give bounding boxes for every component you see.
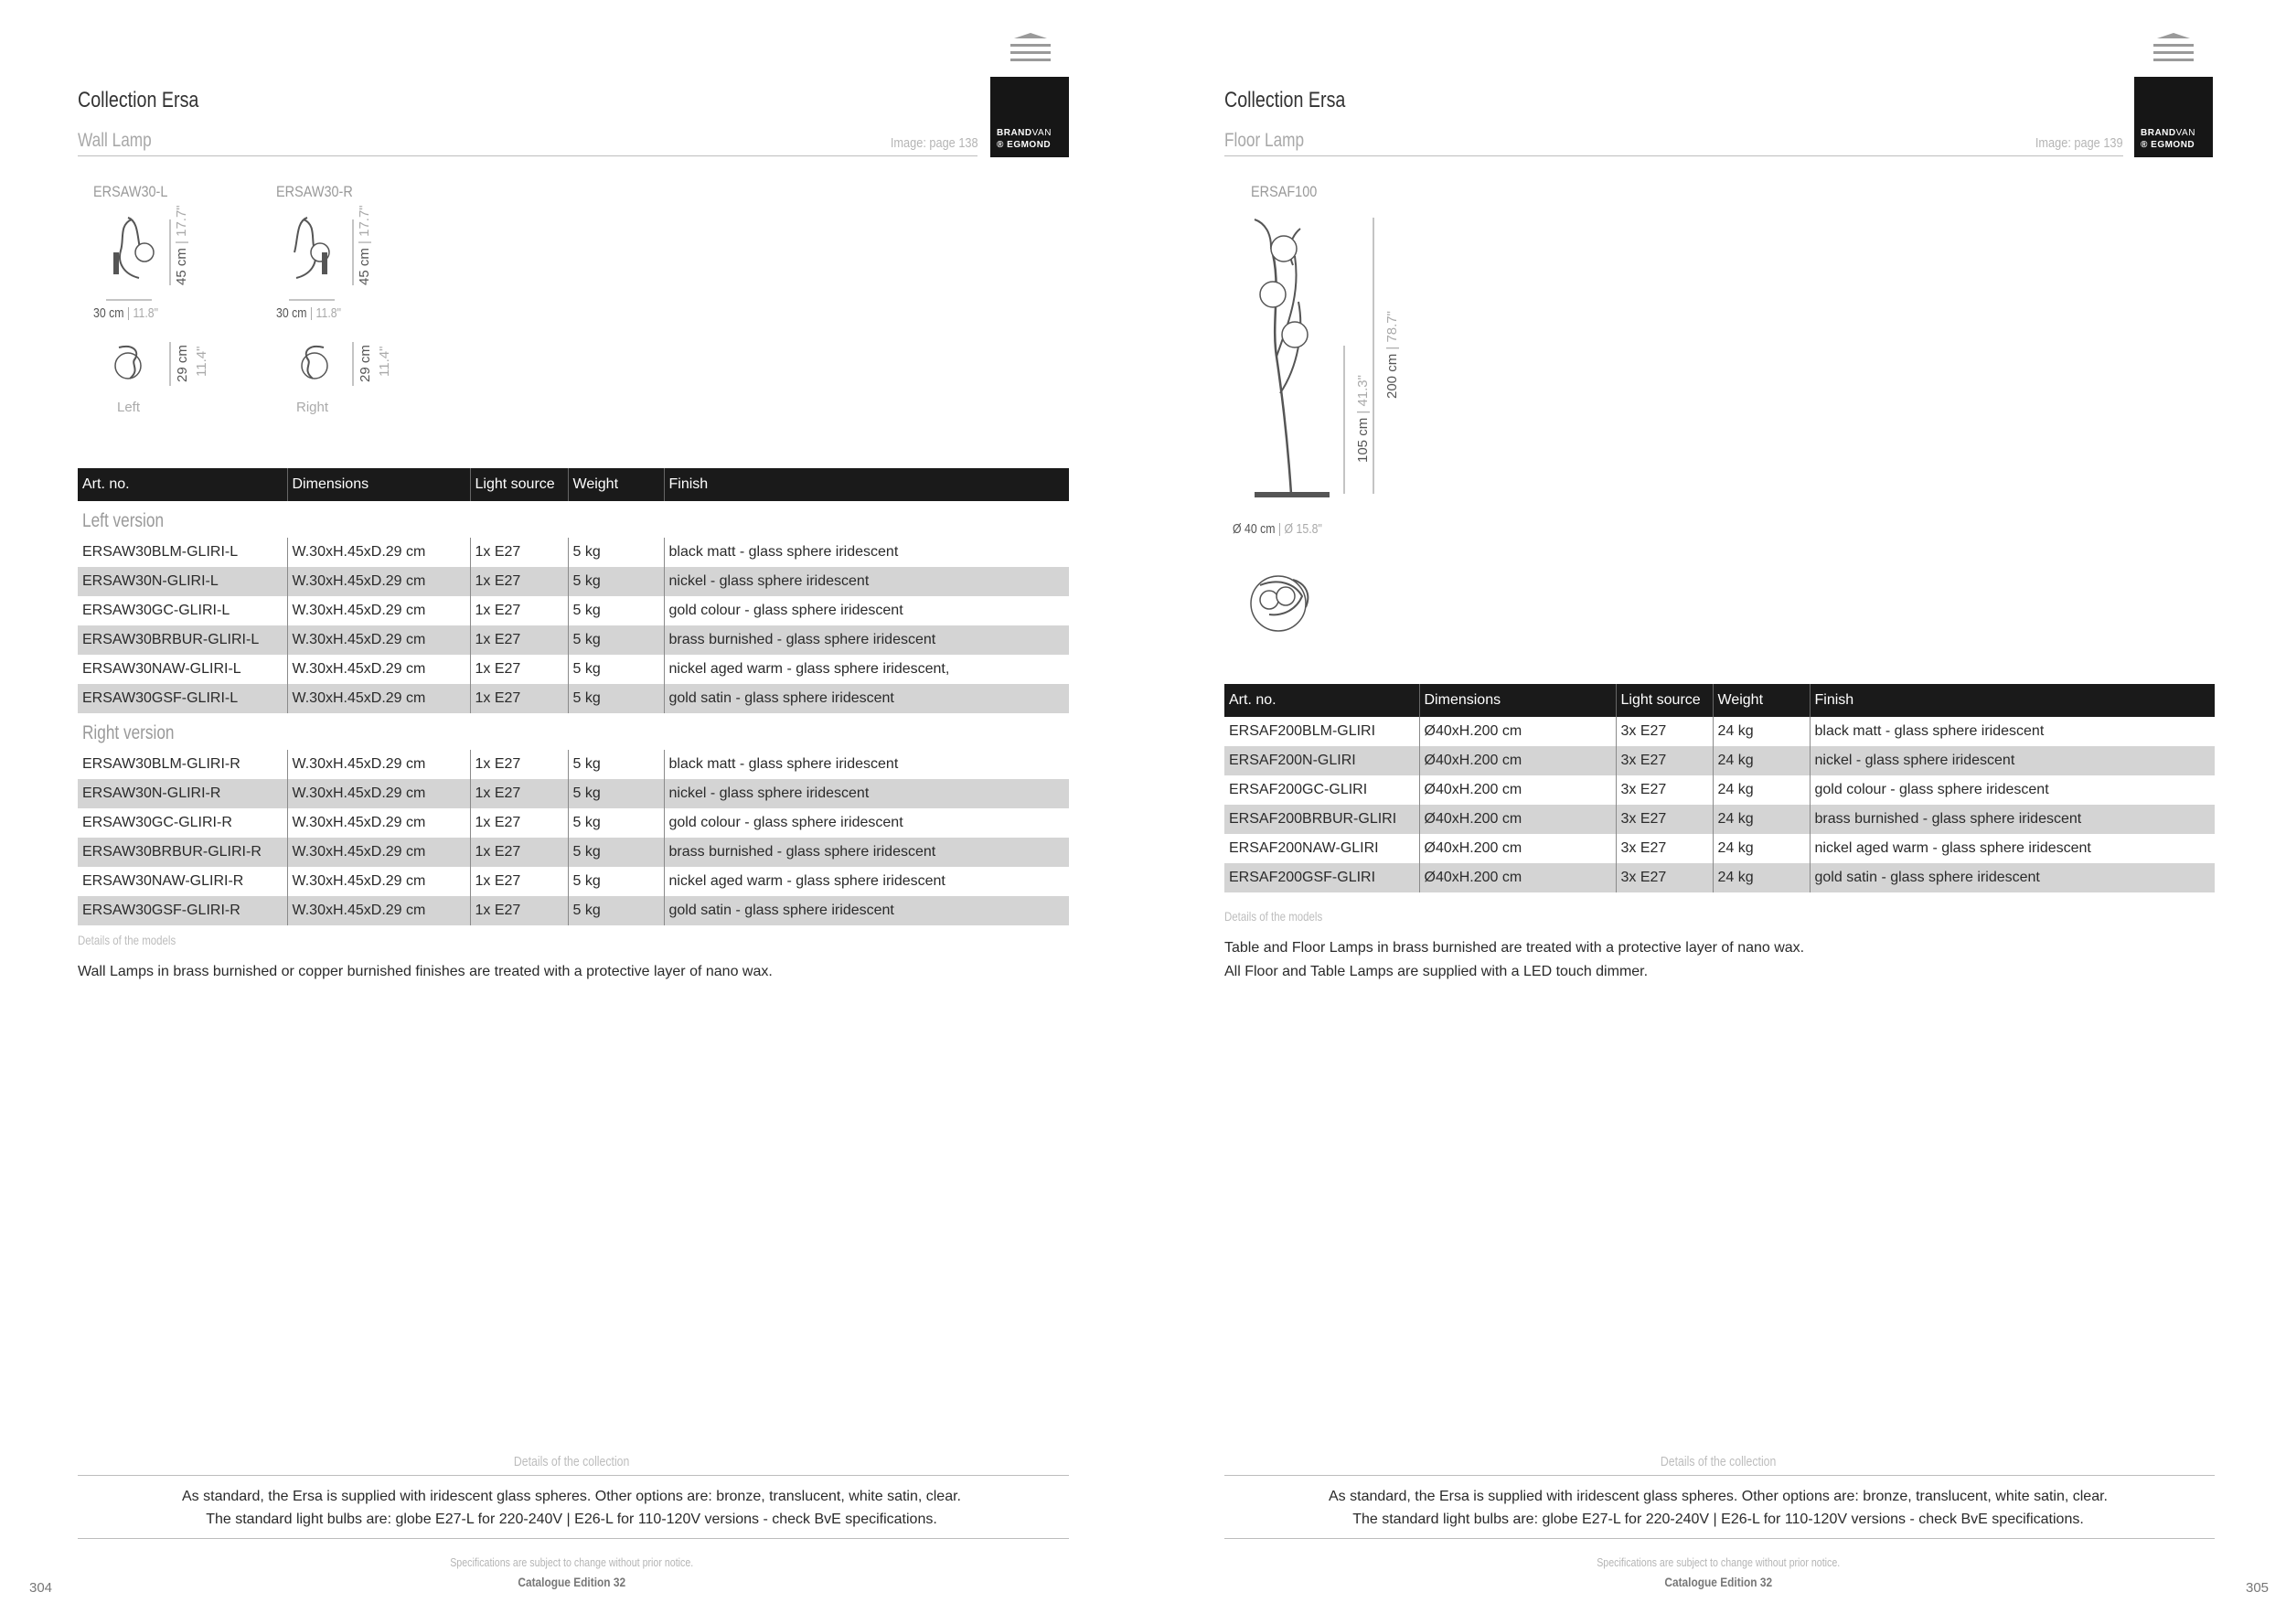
table-row: ERSAF200GC-GLIRI Ø40xH.200 cm 3x E27 24 kg gold colour - glass sphere iridescent [1224,775,2215,805]
product-type-title: Wall Lamp [78,130,152,151]
mid-height-dimension: 105 cm | 41.3" [1355,375,1371,463]
group-row [78,501,1069,538]
collection-bottom-rule [1224,1538,2215,1539]
product-type-title: Floor Lamp [1224,130,1305,151]
page-number: 304 [29,1580,53,1596]
details-models-label: Details of the models [1224,909,1323,924]
diameter-dimension: Ø 40 cm | Ø 15.8" [1233,521,1322,537]
model-code: ERSAF100 [1251,183,1318,200]
menu-icon[interactable] [2153,38,2194,62]
collection-bottom-rule [78,1538,1069,1539]
width-dimension-left: 30 cm | 11.8" [93,305,158,321]
wall-lamp-right-top-drawing [285,338,368,393]
header-finish: Finish [1810,684,2215,717]
table-row: ERSAW30BLM-GLIRI-R W.30xH.45xD.29 cm 1x E27 5 kg black matt - glass sphere iridescent [78,750,1069,779]
depth-dimension-left: 29 cm [175,345,190,382]
brand-logo: BRANDVAN ® EGMOND [990,77,1069,157]
depth-dimension-right: 29 cm [358,345,373,382]
header-weight: Weight [568,468,664,501]
header-light-source: Light source [1616,684,1713,717]
table-header-row [78,468,1069,501]
table-row: ERSAF200GSF-GLIRI Ø40xH.200 cm 3x E27 24 kg gold satin - glass sphere iridescent [1224,863,2215,892]
table-row: ERSAF200N-GLIRI Ø40xH.200 cm 3x E27 24 kg nickel - glass sphere iridescent [1224,746,2215,775]
model-code-left: ERSAW30-L [93,183,168,200]
header-art-no: Art. no. [78,468,287,501]
table-row: ERSAW30NAW-GLIRI-L W.30xH.45xD.29 cm 1x E27 5 kg nickel aged warm - glass sphere iridescent, [78,655,1069,684]
collection-details-text: As standard, the Ersa is supplied with iridescent glass spheres. Other options are: bronze, translucent, white satin, clear. The standard light bulbs are: globe E27-L for 220-240V | E26-L for 110-120V versions - check BvE specifications. [1329,1489,2108,1527]
table-row: ERSAW30NAW-GLIRI-R W.30xH.45xD.29 cm 1x E27 5 kg nickel aged warm - glass sphere iridescent [78,867,1069,896]
table-row: ERSAF200BRBUR-GLIRI Ø40xH.200 cm 3x E27 24 kg brass burnished - glass sphere iridescent [1224,805,2215,834]
table-row: ERSAW30BRBUR-GLIRI-L W.30xH.45xD.29 cm 1x E27 5 kg brass burnished - glass sphere iridescent [78,625,1069,655]
floor-lamp-spec-table [1224,684,2215,892]
header-rule [1224,155,2123,156]
catalogue-edition: Catalogue Edition 32 [1664,1575,1772,1589]
details-collection-label: Details of the collection [1660,1454,1777,1469]
specifications-notice: Specifications are subject to change without prior notice. [449,1555,694,1569]
catalogue-edition: Catalogue Edition 32 [518,1575,625,1589]
collection-title: Collection Ersa [78,88,199,112]
left-version-label: Left [117,400,141,415]
model-code-right: ERSAW30-R [276,183,353,200]
collection-details-text: As standard, the Ersa is supplied with iridescent glass spheres. Other options are: bronze, translucent, white satin, clear. The standard light bulbs are: globe E27-L for 220-240V | E26-L for 110-120V versions - check BvE specifications. [182,1489,961,1527]
header-finish: Finish [664,468,1069,501]
table-row: ERSAW30BLM-GLIRI-L W.30xH.45xD.29 cm 1x E27 5 kg black matt - glass sphere iridescent [78,538,1069,567]
table-row: ERSAF200NAW-GLIRI Ø40xH.200 cm 3x E27 24 kg nickel aged warm - glass sphere iridescent [1224,834,2215,863]
height-dimension-left: 45 cm | 17.7" [174,205,189,285]
header-art-no: Art. no. [1224,684,1419,717]
group-label-left-version: Left version [82,510,165,531]
right-page [1143,0,2286,1624]
image-page-reference[interactable]: Image: page 138 [891,135,978,151]
header-weight: Weight [1713,684,1810,717]
image-page-reference[interactable]: Image: page 139 [2035,135,2123,151]
details-models-text: Table and Floor Lamps in brass burnished are treated with a protective layer of nano wax. All Floor and Table Lamps are supplied with a LED touch dimmer. [1224,940,1805,979]
table-row: ERSAW30GC-GLIRI-R W.30xH.45xD.29 cm 1x E27 5 kg gold colour - glass sphere iridescent [78,808,1069,838]
right-version-label: Right [296,400,329,415]
page-number: 305 [2246,1580,2270,1596]
group-label-right-version: Right version [82,722,175,743]
collection-top-rule [78,1475,1069,1476]
collection-top-rule [1224,1475,2215,1476]
floor-lamp-front-drawing [1234,210,1399,503]
total-height-dimension: 200 cm | 78.7" [1384,311,1400,399]
details-models-label: Details of the models [78,933,176,947]
table-row: ERSAW30BRBUR-GLIRI-R W.30xH.45xD.29 cm 1x E27 5 kg brass burnished - glass sphere iridescent [78,838,1069,867]
menu-icon[interactable] [1010,38,1051,62]
table-row: ERSAW30N-GLIRI-L W.30xH.45xD.29 cm 1x E27 5 kg nickel - glass sphere iridescent [78,567,1069,596]
table-row: ERSAW30N-GLIRI-R W.30xH.45xD.29 cm 1x E27 5 kg nickel - glass sphere iridescent [78,779,1069,808]
depth-dimension-left-in: 11.4" [194,346,209,377]
height-dimension-right: 45 cm | 17.7" [357,205,372,285]
collection-title: Collection Ersa [1224,88,1346,112]
brand-logo: BRANDVAN ® EGMOND [2134,77,2213,157]
details-collection-label: Details of the collection [513,1454,630,1469]
header-rule [78,155,977,156]
specifications-notice: Specifications are subject to change without prior notice. [1596,1555,1841,1569]
wall-lamp-spec-table [78,468,1069,925]
table-header-row [1224,684,2215,717]
header-dimensions: Dimensions [287,468,470,501]
wall-lamp-left-top-drawing [102,338,185,393]
details-models-text: Wall Lamps in brass burnished or copper burnished finishes are treated with a protective layer of nano wax. [78,964,773,979]
table-row: ERSAW30GC-GLIRI-L W.30xH.45xD.29 cm 1x E27 5 kg gold colour - glass sphere iridescent [78,596,1069,625]
width-dimension-right: 30 cm | 11.8" [276,305,341,321]
table-row: ERSAF200BLM-GLIRI Ø40xH.200 cm 3x E27 24 kg black matt - glass sphere iridescent [1224,717,2215,746]
table-row: ERSAW30GSF-GLIRI-R W.30xH.45xD.29 cm 1x E27 5 kg gold satin - glass sphere iridescent [78,896,1069,925]
group-row [78,713,1069,750]
depth-dimension-right-in: 11.4" [377,346,392,377]
table-row: ERSAW30GSF-GLIRI-L W.30xH.45xD.29 cm 1x E27 5 kg gold satin - glass sphere iridescent [78,684,1069,713]
header-light-source: Light source [470,468,568,501]
floor-lamp-top-drawing [1242,569,1333,642]
header-dimensions: Dimensions [1419,684,1616,717]
